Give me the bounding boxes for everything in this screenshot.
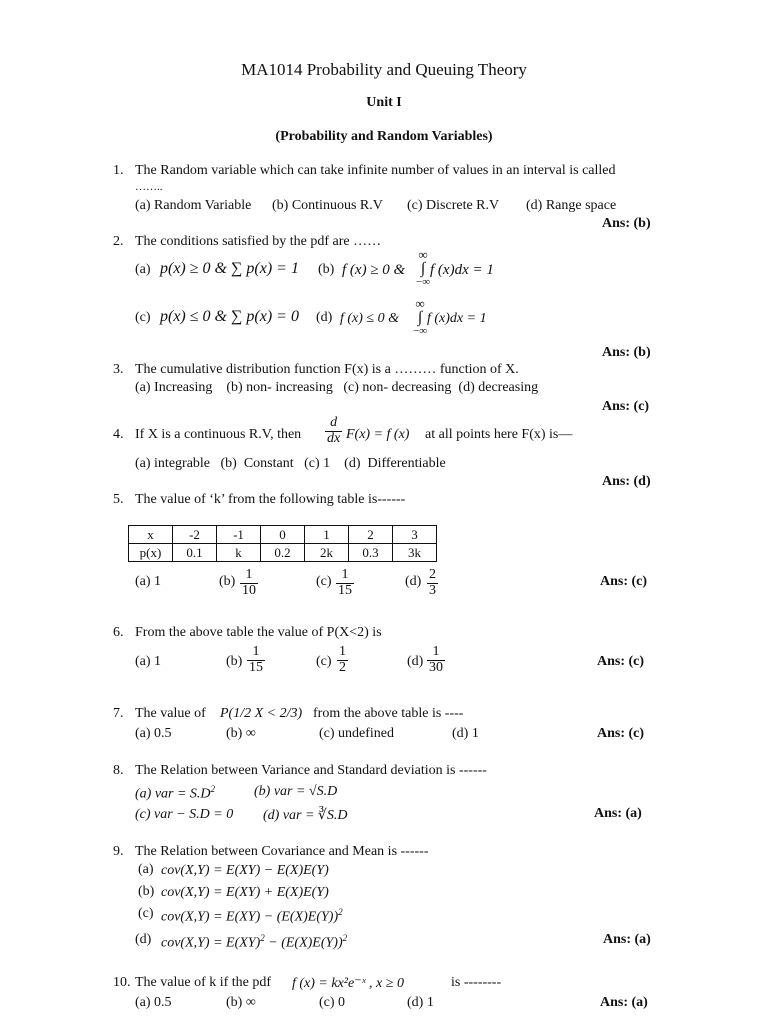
topic-heading: (Probability and Random Variables) bbox=[275, 129, 493, 144]
question-number: 8. bbox=[113, 763, 124, 778]
option-d-label: (d) bbox=[316, 310, 333, 325]
table-cell: 2k bbox=[305, 544, 349, 562]
question-text-end: at all points here F(x) is— bbox=[425, 427, 573, 442]
option-c-fraction: $\frac{1}{2}$ bbox=[339, 644, 346, 675]
probability-expr: P(1/2 X < 2/3) bbox=[220, 706, 303, 721]
question-number: 3. bbox=[113, 362, 124, 377]
option-b: (b) Continuous R.V bbox=[272, 198, 383, 213]
question-text-end: from the above table is ---- bbox=[313, 706, 464, 721]
option-c: $cov(X,Y) = E(XY) - (E(X)E(Y))^2$ bbox=[161, 907, 343, 925]
option-d-tail: f (x)dx = 1 bbox=[427, 311, 487, 326]
table-cell: 0 bbox=[261, 526, 305, 544]
option-a: (a) var = $S.D^2$ bbox=[135, 784, 216, 802]
option-d: $cov(X,Y) = E(XY)^2 - (E(X)E(Y))^2$ bbox=[161, 933, 348, 951]
answer: Ans: (c) bbox=[600, 574, 648, 589]
answer: Ans: (c) bbox=[597, 726, 645, 741]
question-number: 4. bbox=[113, 427, 124, 442]
option-a: (a) 1 bbox=[135, 654, 162, 669]
integral-icon: ∞ ∫ −∞ bbox=[413, 296, 428, 337]
option-b-fraction: $\frac{1}{15}$ bbox=[249, 644, 263, 675]
question-number: 7. bbox=[113, 706, 124, 721]
option-a-expr: p(x) ≥ 0 & ∑ p(x) = 1 bbox=[160, 260, 299, 277]
option-b-label: (b) bbox=[226, 654, 243, 669]
option-c: (c) 0 bbox=[319, 995, 346, 1010]
page-title: MA1014 Probability and Queuing Theory bbox=[241, 60, 527, 79]
question-number: 1. bbox=[113, 163, 124, 178]
option-b-label: (b) bbox=[219, 574, 236, 589]
option-d: (d) 1 bbox=[452, 726, 479, 741]
table-row bbox=[129, 526, 437, 544]
option-c: (c) undefined bbox=[319, 726, 395, 741]
option-a: cov(X,Y) = E(XY) − E(X)E(Y) bbox=[161, 863, 329, 878]
option-c-label: (c) bbox=[316, 574, 332, 589]
option-a: (a) 1 bbox=[135, 574, 162, 589]
option-b: (b) ∞ bbox=[226, 726, 256, 741]
question-text: The Relation between Variance and Standard deviation is ------ bbox=[135, 763, 487, 778]
option-b-label: (b) bbox=[138, 884, 155, 899]
option-b-label: (b) bbox=[318, 262, 335, 277]
question-text-end: is -------- bbox=[451, 975, 502, 990]
question-number: 5. bbox=[113, 492, 124, 507]
option-b: (b) ∞ bbox=[226, 995, 256, 1010]
table-cell: 0.2 bbox=[261, 544, 305, 562]
answer: Ans: (b) bbox=[602, 216, 651, 231]
table-cell: 3k bbox=[393, 544, 437, 562]
option-c-expr: p(x) ≤ 0 & ∑ p(x) = 0 bbox=[160, 308, 299, 325]
answer: Ans: (c) bbox=[602, 399, 650, 414]
option-d-fraction: $\frac{2}{3}$ bbox=[429, 567, 436, 598]
table-cell: -1 bbox=[217, 526, 261, 544]
question-text: The conditions satisfied by the pdf are …… bbox=[135, 234, 382, 249]
option-a: (a) 0.5 bbox=[135, 995, 172, 1010]
table-cell: p(x) bbox=[129, 544, 173, 562]
option-c-label: (c) bbox=[316, 654, 332, 669]
question-number: 10. bbox=[113, 975, 131, 990]
option-b-expr: f (x) ≥ 0 & bbox=[342, 262, 406, 278]
option-d: (d) var = ∛S.D bbox=[263, 808, 348, 823]
table-row bbox=[129, 544, 437, 562]
table-cell: 3 bbox=[393, 526, 437, 544]
option-c-fraction: $\frac{1}{15}$ bbox=[338, 567, 352, 598]
question-text: The Relation between Covariance and Mean is ------ bbox=[135, 844, 429, 859]
question-text-start: The value of bbox=[135, 706, 206, 721]
question-text-start: If X is a continuous R.V, then bbox=[135, 427, 302, 442]
derivative-expr: F(x) = f (x) bbox=[346, 427, 410, 442]
table-cell: k bbox=[217, 544, 261, 562]
option-d: (d) 1 bbox=[407, 995, 434, 1010]
question-text: The value of ‘k’ from the following table is------ bbox=[135, 492, 406, 507]
option-d-fraction: $\frac{1}{30}$ bbox=[429, 644, 443, 675]
question-text: From the above table the value of P(X<2) is bbox=[135, 625, 382, 640]
option-b-fraction: $\frac{1}{10}$ bbox=[242, 567, 256, 598]
option-c: (c) Discrete R.V bbox=[407, 198, 500, 213]
question-number: 2. bbox=[113, 234, 124, 249]
answer: Ans: (a) bbox=[594, 806, 642, 821]
options: (a) integrable (b) Constant (c) 1 (d) Differentiable bbox=[135, 456, 446, 471]
question-text: The Random variable which can take infinite number of values in an interval is called bbox=[135, 163, 616, 178]
table-cell: 2 bbox=[349, 526, 393, 544]
table-cell: x bbox=[129, 526, 173, 544]
blank: …….. bbox=[135, 181, 163, 193]
unit-heading: Unit I bbox=[366, 95, 402, 110]
option-b: (b) var = √S.D bbox=[254, 784, 338, 799]
option-a-label: (a) bbox=[138, 862, 154, 877]
k-table bbox=[128, 525, 437, 562]
derivative-fraction: $\frac{d}{dx}$ bbox=[327, 415, 341, 446]
option-d-label: (d) bbox=[135, 932, 152, 947]
answer: Ans: (b) bbox=[602, 345, 651, 360]
option-a: (a) Random Variable bbox=[135, 198, 252, 213]
question-number: 6. bbox=[113, 625, 124, 640]
question-number: 9. bbox=[113, 844, 124, 859]
question-text-start: The value of k if the pdf bbox=[135, 975, 272, 990]
option-b-tail: f (x)dx = 1 bbox=[430, 262, 494, 278]
question-text: The cumulative distribution function F(x) is a ……… function of X. bbox=[135, 362, 519, 377]
option-d-label: (d) bbox=[407, 654, 424, 669]
table-cell: 0.1 bbox=[173, 544, 217, 562]
answer: Ans: (d) bbox=[602, 474, 651, 489]
table-cell: 0.3 bbox=[349, 544, 393, 562]
answer: Ans: (a) bbox=[603, 932, 651, 947]
answer: Ans: (a) bbox=[600, 995, 648, 1010]
pdf-expr: f (x) = kx²e⁻ˣ , x ≥ 0 bbox=[292, 976, 404, 991]
options: (a) Increasing (b) non- increasing (c) non- decreasing (d) decreasing bbox=[135, 380, 539, 395]
answer: Ans: (c) bbox=[597, 654, 645, 669]
option-d-label: (d) bbox=[405, 574, 422, 589]
option-b: cov(X,Y) = E(XY) + E(X)E(Y) bbox=[161, 885, 329, 900]
option-c-label: (c) bbox=[135, 310, 151, 325]
option-d: (d) Range space bbox=[526, 198, 617, 213]
option-a-label: (a) bbox=[135, 262, 151, 277]
option-a: (a) 0.5 bbox=[135, 726, 172, 741]
option-c-label: (c) bbox=[138, 906, 154, 921]
table-cell: 1 bbox=[305, 526, 349, 544]
integral-icon: ∞ ∫ −∞ bbox=[416, 247, 431, 288]
option-c: (c) var − S.D = 0 bbox=[135, 807, 234, 822]
table-cell: -2 bbox=[173, 526, 217, 544]
option-d-expr: f (x) ≤ 0 & bbox=[340, 311, 400, 326]
